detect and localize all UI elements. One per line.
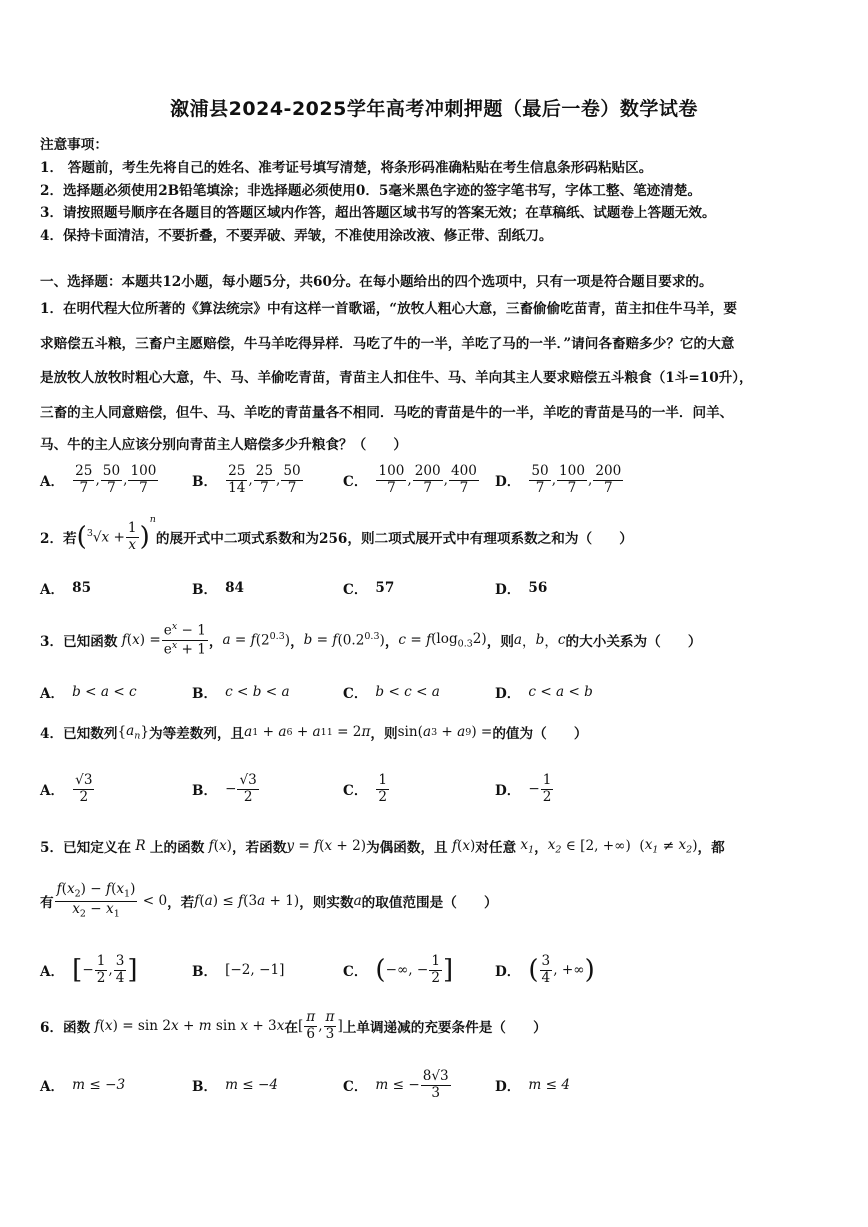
q1-options bbox=[40, 458, 840, 502]
notice-item-1: 1． 答题前，考生先将自己的姓名、准考证号填写清楚，将条形码准确粘贴在考生信息条形码粘贴区。 bbox=[40, 160, 653, 176]
q2-option-d[interactable]: D． 56 bbox=[495, 580, 548, 598]
q3-option-b[interactable]: B． c < b < a bbox=[192, 684, 290, 702]
q4-options bbox=[40, 766, 840, 812]
q1-line-4: 三畜的主人同意赔偿，但牛、马、羊吃的青苗量各不相同．马吃的青苗是牛的一半，羊吃的青苗是马的一半．问羊、 bbox=[40, 405, 734, 421]
q1-option-c[interactable]: C． $\frac{100}{7}$ , $\frac{200}{7}$ , $\frac{400}{7}$ bbox=[343, 462, 477, 496]
q1-line-3: 是放牧人放牧时粗心大意，牛、马、羊偷吃青苗，青苗主人扣住牛、马、羊向其主人要求赔偿五斗粮食（1斗=10升）， bbox=[40, 370, 753, 386]
q6-stem: 6．函数 f ( x ) = sin 2 x + m sin x + 3 x 在 [ $\frac{\pi}{6}$ , $\frac{\pi}{3}$ ] 上单调递减的充要条件是（ ） bbox=[40, 1008, 547, 1042]
q1-option-b[interactable]: B． $\frac{25}{14}$ , $\frac{25}{7}$ , $\frac{50}{7}$ bbox=[192, 462, 301, 496]
q3-option-c[interactable]: C． b < c < a bbox=[343, 684, 440, 702]
q5-options bbox=[40, 946, 840, 994]
q2-option-b[interactable]: B． 84 bbox=[192, 580, 245, 598]
notice-item-2: 2．选择题必须使用2B铅笔填涂；非选择题必须使用0．5毫米黑色字迹的签字笔书写，字体工整、笔迹清楚。 bbox=[40, 183, 702, 199]
section-heading: 一、选择题：本题共12小题，每小题5分，共60分。在每小题给出的四个选项中，只有一项是符合题目要求的。 bbox=[40, 274, 713, 290]
q1-option-a[interactable]: A． $\frac{25}{7}$ , $\frac{50}{7}$ , $\frac{100}{7}$ bbox=[40, 462, 157, 496]
q3-option-d[interactable]: D． c < a < b bbox=[495, 684, 593, 702]
q3-stem: 3．已知函数 f ( x ) = $\frac{e^x - 1}{e^x + 1}$ ， a = f $(2^{0.3})$ ， b = f $(0.2^{0.3})$ ， c = f $(\log_{0.3}2)$ ，则 a ， b ， c 的大小关系为（ ） bbox=[40, 621, 702, 658]
q6-option-b[interactable]: B． m ≤ −4 bbox=[192, 1077, 279, 1095]
page-title: 溆浦县2024-2025学年高考冲刺押题（最后一卷）数学试卷 bbox=[170, 98, 698, 120]
notice-item-4: 4．保持卡面清洁，不要折叠，不要弄破、弄皱，不准使用涂改液、修正带、刮纸刀。 bbox=[40, 228, 553, 244]
q1-line-2: 求赔偿五斗粮，三畜户主愿赔偿，牛马羊吃得异样．马吃了牛的一半，羊吃了马的一半．”请问各畜赔多少？它的大意 bbox=[40, 336, 735, 352]
q5-option-a[interactable]: A． [ − $\frac{1}{2}$ , $\frac{3}{4}$ ] bbox=[40, 952, 138, 986]
notice-heading: 注意事项： bbox=[40, 137, 108, 153]
notice-item-3: 3．请按照题号顺序在各题目的答题区域内作答，超出答题区域书写的答案无效；在草稿纸、试题卷上答题无效。 bbox=[40, 205, 716, 221]
q4-option-c[interactable]: C． $\frac{1}{2}$ bbox=[343, 771, 388, 805]
q5-option-c[interactable]: C． ( −∞, − $\frac{1}{2}$ ] bbox=[343, 952, 454, 986]
q4-option-d[interactable]: D． − $\frac{1}{2}$ bbox=[495, 771, 552, 805]
q6-options bbox=[40, 1060, 840, 1110]
q2-stem: 2．若 ( $^3$√x + $\frac{1}{x}$ ) $^n$ 的展开式中二项式系数和为256，则二项式展开式中有理项系数之和为（ ） bbox=[40, 514, 633, 553]
q1-line-1: 1．在明代程大位所著的《算法统宗》中有这样一首歌谣，“放牧人粗心大意，三畜偷偷吃苗青，苗主扣住牛马羊，要 bbox=[40, 301, 737, 317]
q3-options bbox=[40, 678, 840, 706]
q5-stem-line-2: 有 $\frac{f(x_2) - f(x_1)}{x_2 - x_1}$ < 0 ，若 f ( a ) ≤ f (3 a + 1) ，则实数 a 的取值范围是（ ） bbox=[40, 880, 498, 920]
q4-stem: 4．已知数列 { $a_n$ } 为等差数列，且 a 1 + a 6 + a 11 = 2 π ，则 sin( a 3 + a 9 ) = 的值为（ ） bbox=[40, 722, 588, 742]
q4-option-a[interactable]: A． $\frac{√3}{2}$ bbox=[40, 771, 93, 805]
q5-option-d[interactable]: D． ( $\frac{3}{4}$ , +∞ ) bbox=[495, 952, 595, 986]
q6-option-c[interactable]: C． m ≤ − $\frac{8√3}{3}$ bbox=[343, 1067, 449, 1101]
q5-stem-line-1: 5．已知定义在 R 上的函数 f ( x ) ，若函数 y = f ( x + 2) 为偶函数，且 f ( x ) 对任意 $x_1$ ， $x_2$ ∈ [2, +∞) ( $x_1$ ≠ $x_2$ ) ，都 bbox=[40, 836, 725, 856]
q4-option-b[interactable]: B． − $\frac{√3}{2}$ bbox=[192, 771, 257, 805]
q2-option-c[interactable]: C． 57 bbox=[343, 580, 395, 598]
q3-option-a[interactable]: A． b < a < c bbox=[40, 684, 137, 702]
q2-option-a[interactable]: A． 85 bbox=[40, 580, 92, 598]
q1-line-5: 马、牛的主人应该分别向青苗主人赔偿多少升粮食？（ ） bbox=[40, 437, 408, 453]
q5-option-b[interactable]: B． [−2, −1] bbox=[192, 962, 285, 980]
q1-option-d[interactable]: D． $\frac{50}{7}$ , $\frac{100}{7}$ , $\frac{200}{7}$ bbox=[495, 462, 622, 496]
q6-option-a[interactable]: A． m ≤ −3 bbox=[40, 1077, 126, 1095]
q6-option-d[interactable]: D． m ≤ 4 bbox=[495, 1077, 570, 1095]
q2-options bbox=[40, 574, 840, 602]
